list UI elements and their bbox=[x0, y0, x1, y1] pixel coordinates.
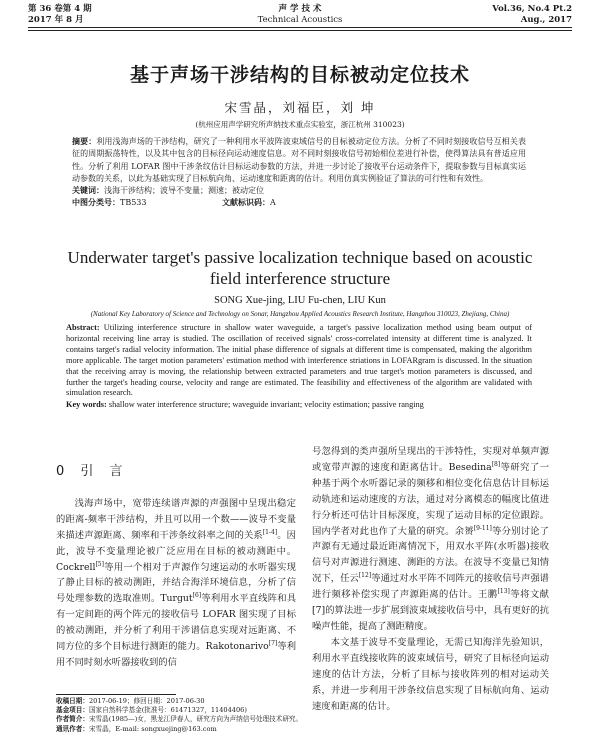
citation-ref: [9-11] bbox=[473, 524, 492, 532]
citation-ref: [6] bbox=[192, 592, 202, 600]
affiliation-cn: (杭州应用声学研究所声纳技术重点实验室，浙江杭州 310023) bbox=[195, 120, 405, 129]
footnote-author bbox=[56, 715, 306, 724]
doc-code-label: 文献标识码： bbox=[222, 198, 270, 208]
keywords-cn bbox=[72, 185, 526, 197]
text-run: 等用一个相对于声源作匀速运动的水听器实现了静止目标的被动测距，并结合海洋环境信息，分析了信号处理参数的选取准则。Turgut bbox=[56, 561, 296, 605]
abstract-en bbox=[66, 323, 532, 399]
footnote-text: 国家自然科学基金(批准号：61471327，11404406) bbox=[88, 706, 247, 715]
clc-value: TB533 bbox=[120, 198, 147, 208]
citation-ref: [5] bbox=[95, 560, 104, 568]
footnote-corresponding bbox=[56, 725, 306, 734]
footnote-label: 作者简介： bbox=[56, 715, 89, 724]
authors-en: SONG Xue-jing, LIU Fu-chen, LIU Kun bbox=[214, 295, 386, 306]
running-header bbox=[28, 4, 572, 26]
text-run: 号忽得到的类声强所呈现出的干涉特性，实现对单频声源或宽带声源的速度和距离估计。Besedina bbox=[312, 446, 549, 473]
text-run: 。因此，波导不变量理论被广泛应用在目标的被动测距中。Cockrell bbox=[56, 529, 296, 573]
text-run: 等利用水平直线阵和具有一定间距的两个阵元的接收信号 LOFAR 图实现了目标的被动测距，并分析了利用干涉谱信息实现对远距离、不同方位的多个目标进行测距的能力。Rakotonarivo bbox=[56, 593, 296, 653]
citation-ref: [7] bbox=[268, 639, 278, 647]
footnote-received bbox=[56, 697, 306, 706]
text-run: 浅海声场中，宽带连续谱声源的声强图中呈现出稳定的距离-频率干涉结构，并且可以用一个数——波导不变量来描述声源距离、频率和干涉条纹斜率之间的关系 bbox=[56, 497, 296, 541]
citation-ref: [13] bbox=[497, 588, 510, 596]
citation-ref: [12] bbox=[358, 572, 372, 580]
footnote-label: 基金项目： bbox=[56, 706, 89, 715]
text-run: 等分别讨论了声源有无通过最近距离情况下，用双水平阵(水听器)接收信号对声源进行测速、测距的方法。在波导不变量已知情况下，任云 bbox=[312, 525, 549, 585]
abstract-cn-text: 利用浅海声场的干涉结构，研究了一种利用水平波阵波束域信号的目标被动定位方法。分析了不同时刻接收信号互相关表征的周期振荡特性，以及其中包含的目标径向运动速度信息。对不同时刻接收信号初始相位差进行补偿，使得算法具有普适应用性。分析了利用 LOFAR 图中干涉条纹估计目标运动参数的方法，并进一步讨论了接收平台运动条件下，提取参数与目标真实运动参数的关系，以此为基础实现了目标航向角、运动速度和距离的估计。利用仿真实例验证了算法的可行性和有效性。 bbox=[72, 137, 526, 183]
section-title: 引 言 bbox=[80, 464, 129, 479]
text-run: 等利用不同时刻水听器接收到的信 bbox=[56, 641, 296, 668]
header-journal-cn: 声 学 技 术 bbox=[278, 4, 322, 14]
footnote-label: 通讯作者： bbox=[56, 724, 89, 733]
header-volume-en: Vol.36, No.4 Pt.2 bbox=[492, 4, 572, 14]
abstract-en-text: Utilizing interference structure in shallow water waveguide, a target's passive localization method using beam output of horizontal receiving line array is studied. The oscillation of received signals' cross-correlated intensity at different time is analyzed. It contains target's radial velocity information. The initial phase difference of signals at different time is compensated, making the algorithm more applicable. The target motion parameters' estimation method with interference striations in LOFARgram is discussed. In the situation that the receiving array is moving, the relationship between extracted parameters and true target's motion parameters is discussed, and further the target's heading course, velocity and range are estimated. The feasibility and effectiveness of the algorithm are validated with simulation research. bbox=[66, 323, 533, 398]
abstract-en-block bbox=[66, 323, 532, 411]
abstract-cn-label: 摘要： bbox=[72, 137, 97, 146]
keywords-cn-text: 浅海干涉结构；波导不变量；测速；被动定位 bbox=[104, 186, 264, 196]
keywords-en bbox=[66, 400, 532, 411]
abstract-en-label: Abstract: bbox=[66, 323, 100, 332]
header-date-en: Aug., 2017 bbox=[520, 15, 572, 25]
body-column-left bbox=[56, 464, 296, 671]
text-run: 等将文献[7]的算法进一步扩展到波束域接收信号中，具有更好的抗噪声性能，提高了测距精度。 bbox=[312, 589, 549, 632]
intro-paragraph-left bbox=[56, 496, 296, 671]
classification-row bbox=[72, 197, 526, 209]
text-run: 等通过对水平阵不同阵元的接收信号声强谱进行频移补偿实现了声源距离的估计。王鹏 bbox=[312, 573, 549, 601]
abstract-cn-block bbox=[72, 136, 526, 210]
section-number: 0 bbox=[56, 464, 71, 479]
doc-code-value: A bbox=[270, 198, 276, 208]
header-rule-thin bbox=[28, 30, 572, 31]
header-volume-cn: 第 36 卷第 4 期 bbox=[28, 4, 92, 14]
header-date-cn: 2017 年 8 月 bbox=[28, 15, 84, 25]
text-run: 等研究了一种基于两个水听器记录的频移和相位变化信息估计目标运动轨迹和运动速度的方法，通过对分离模态的幅度比值进行分析还可估计目标深度，实现了运动目标的定位跟踪。国内学者对此也作了大量的研究。余赟 bbox=[312, 461, 549, 537]
paper-title-en: Underwater target's passive localization technique based on acoustic field interference structure bbox=[67, 248, 533, 288]
footnote-text: 宋雪晶，E-mail: songxuejing@163.com bbox=[88, 724, 217, 733]
footnote-label: 收稿日期： bbox=[56, 697, 89, 705]
keywords-cn-label: 关键词： bbox=[72, 186, 104, 196]
clc-label: 中图分类号： bbox=[72, 198, 120, 208]
keywords-en-label: Key words: bbox=[66, 400, 107, 410]
header-rule-thick bbox=[28, 27, 572, 28]
header-journal-en: Technical Acoustics bbox=[257, 15, 343, 25]
keywords-en-text: shallow water interference structure; waveguide invariant; velocity estimation; passive ranging bbox=[108, 400, 424, 410]
footnotes bbox=[56, 697, 306, 734]
footnote-text: 2017-06-19；修回日期：2017-06-30 bbox=[88, 697, 205, 705]
footnote-text: 宋雪晶(1985—)女，黑龙江伊春人，研究方向为声纳信号处理技术研究。 bbox=[88, 715, 303, 724]
paper-title-cn: 基于声场干涉结构的目标被动定位技术 bbox=[129, 64, 470, 86]
section-heading bbox=[56, 464, 296, 480]
authors-cn: 宋雪晶，刘福臣，刘 坤 bbox=[224, 100, 376, 115]
body-column-right bbox=[312, 444, 549, 714]
citation-ref: [1-4] bbox=[262, 528, 278, 536]
intro-paragraph-right-2: 本文基于波导不变量理论，无需已知海洋先验知识，利用水平直线接收阵的波束域信号，研究了目标径向运动速度的估计方法，分析了目标与接收阵列的相对运动关系，并进一步利用干涉条纹信息实现了目标航向角、运动速度和距离的估计。 bbox=[312, 636, 549, 712]
footnote-rule bbox=[56, 694, 176, 695]
intro-paragraph-right-1 bbox=[312, 444, 549, 635]
citation-ref: [8] bbox=[491, 460, 501, 468]
abstract-cn bbox=[72, 136, 526, 185]
affiliation-en: (National Key Laboratory of Science and Technology on Sonar, Hangzhou Applied Acoustics Research Institute, Hangzhou 310023, Zhejiang, China) bbox=[90, 310, 510, 318]
